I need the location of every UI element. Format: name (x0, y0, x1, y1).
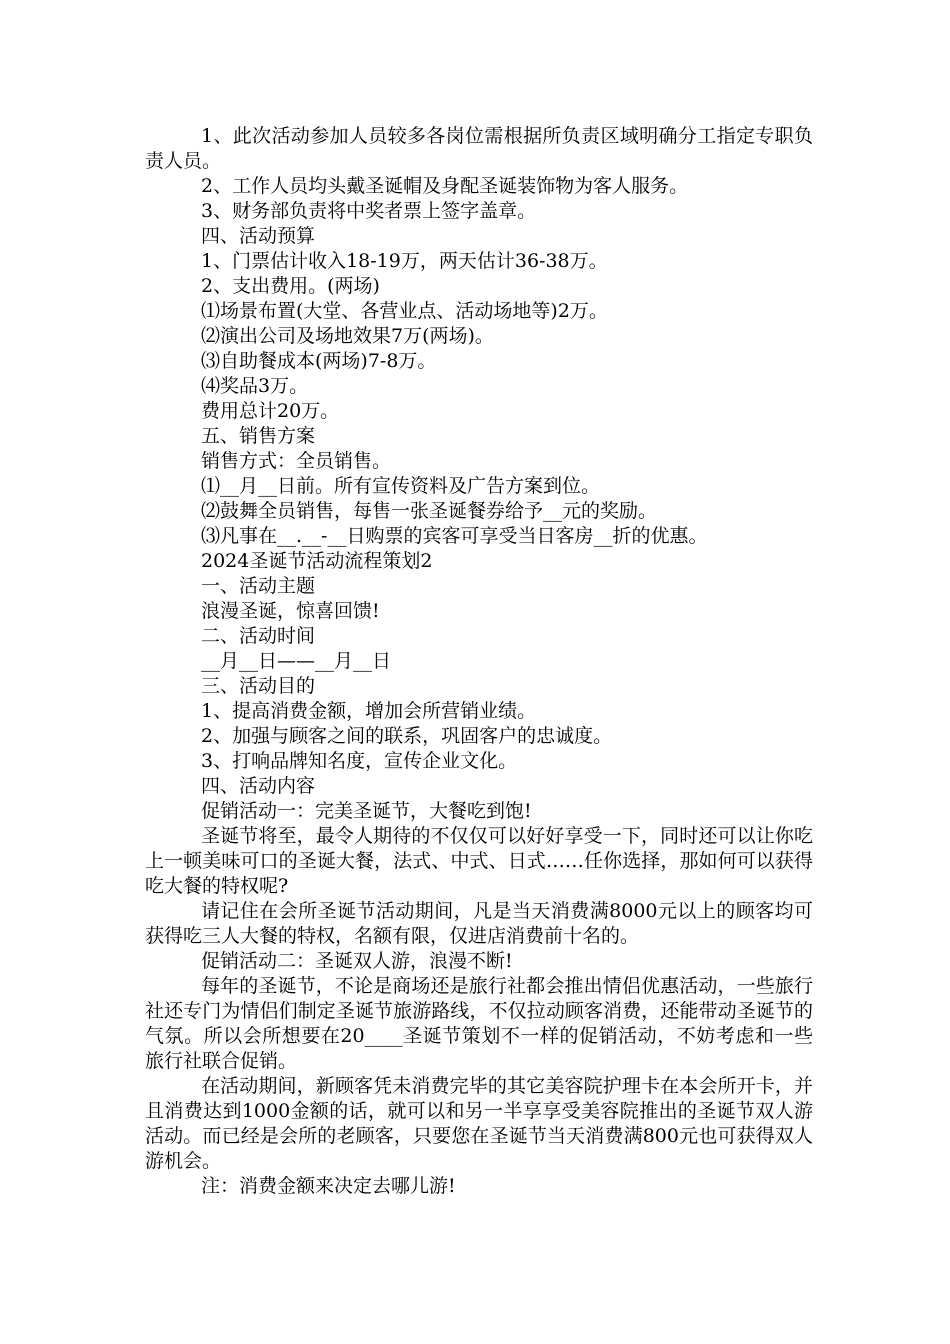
list-item: ⑶自助餐成本(两场)7-8万。 (201, 350, 437, 372)
paragraph: 1、提高消费金额，增加会所营销业绩。 (201, 700, 537, 722)
subheading: 促销活动二：圣诞双人游，浪漫不断! (201, 950, 513, 972)
paragraph: 1、门票估计收入18-19万，两天估计36-38万。 (201, 250, 608, 272)
note: 注：消费金额来决定去哪儿游! (201, 1175, 456, 1197)
list-item: ⑷奖品3万。 (201, 375, 309, 397)
paragraph: 销售方式：全员销售。 (201, 450, 392, 472)
paragraph: 浪漫圣诞，惊喜回馈! (201, 600, 380, 622)
paragraph: 3、打响品牌知名度，宣传企业文化。 (201, 750, 518, 772)
list-item: ⑴场景布置(大堂、各营业点、活动场地等)2万。 (201, 300, 608, 322)
paragraph: 圣诞节将至，最令人期待的不仅仅可以好好享受一下，同时还可以让你吃上一顿美味可口的圣诞大餐，法式、中式、日式……任你选择，那如何可以获得吃大餐的特权呢? (145, 825, 813, 897)
paragraph: 2、工作人员均头戴圣诞帽及身配圣诞装饰物为客人服务。 (201, 175, 689, 197)
list-item: ⑵鼓舞全员销售，每售一张圣诞餐券给予__元的奖励。 (201, 500, 658, 522)
section-heading: 三、活动目的 (201, 675, 316, 697)
paragraph: __月__日——__月__日 (201, 650, 392, 672)
paragraph: 2、加强与顾客之间的联系，巩固客户的忠诚度。 (201, 725, 613, 747)
paragraph: 每年的圣诞节，不论是商场还是旅行社都会推出情侣优惠活动，一些旅行社还专门为情侣们制定圣诞节旅游路线，不仅拉动顾客消费，还能带动圣诞节的气氛。所以会所想要在20____圣诞节策划不一样的促销活动，不妨考虑和一些旅行社联合促销。 (145, 975, 813, 1072)
list-item: ⑶凡事在__.__-__日购票的宾客可享受当日客房__折的优惠。 (201, 525, 708, 547)
paragraph: 3、财务部负责将中奖者票上签字盖章。 (201, 200, 537, 222)
document-body (145, 124, 813, 1199)
section-heading: 四、活动内容 (201, 775, 316, 797)
subheading: 促销活动一：完美圣诞节，大餐吃到饱! (201, 800, 532, 822)
section-heading: 二、活动时间 (201, 625, 316, 647)
list-item: ⑴__月__日前。所有宣传资料及广告方案到位。 (201, 475, 601, 497)
paragraph: 2、支出费用。(两场) (201, 275, 380, 297)
section-heading: 一、活动主题 (201, 575, 316, 597)
section-heading: 四、活动预算 (201, 225, 316, 247)
section-heading: 五、销售方案 (201, 425, 316, 447)
paragraph: 1、此次活动参加人员较多各岗位需根据所负责区域明确分工指定专职负责人员。 (145, 125, 813, 172)
paragraph: 在活动期间，新顾客凭未消费完毕的其它美容院护理卡在本会所开卡，并且消费达到1000金额的话，就可以和另一半享享受美容院推出的圣诞节双人游活动。而已经是会所的老顾客，只要您在圣诞节当天消费满800元也可获得双人游机会。 (145, 1075, 813, 1172)
paragraph: 费用总计20万。 (201, 400, 340, 422)
paragraph: 请记住在会所圣诞节活动期间，凡是当天消费满8000元以上的顾客均可获得吃三人大餐的特权，名额有限，仅进店消费前十名的。 (145, 900, 813, 947)
document-title: 2024圣诞节活动流程策划2 (201, 550, 433, 572)
list-item: ⑵演出公司及场地效果7万(两场)。 (201, 325, 494, 347)
